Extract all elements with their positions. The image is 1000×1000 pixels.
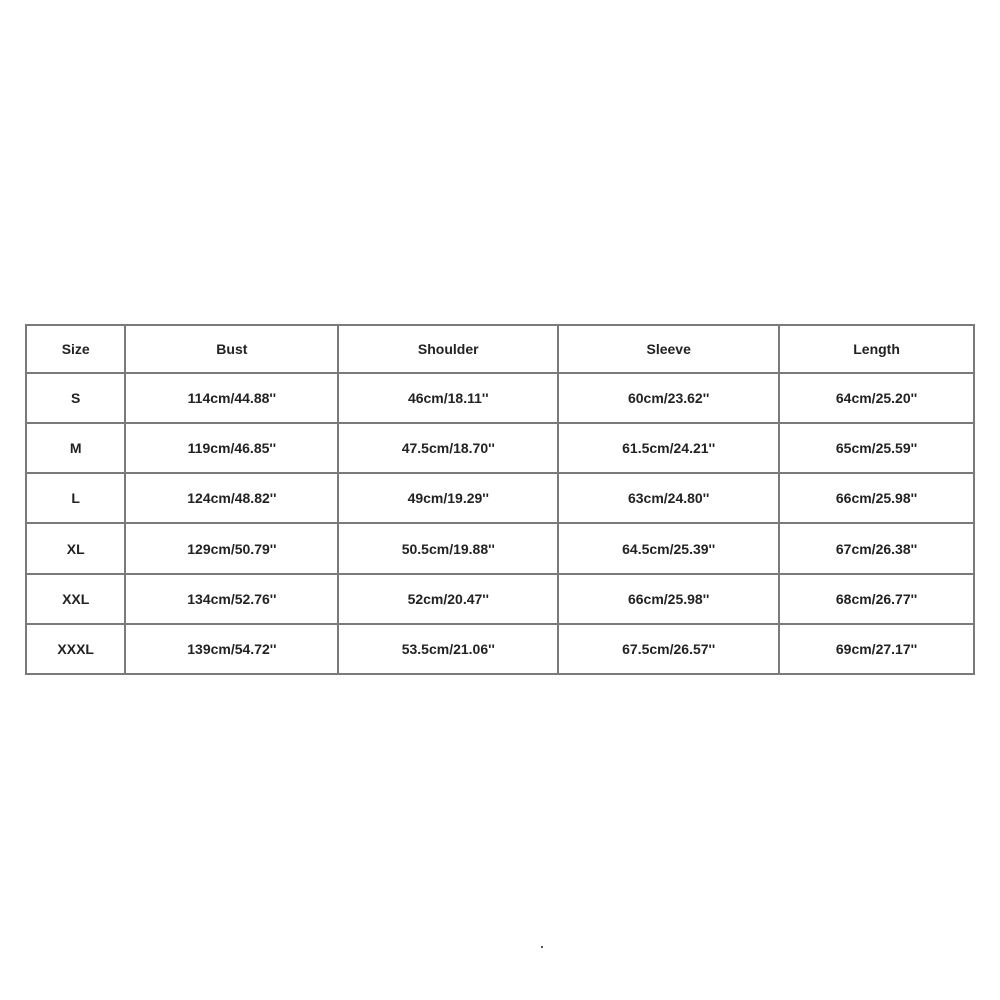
shoulder-cell: 46cm/18.11'' [338, 373, 558, 423]
header-length: Length [779, 325, 974, 373]
size-chart-table [25, 324, 975, 675]
table-row [26, 624, 974, 674]
bust-cell: 134cm/52.76'' [125, 574, 338, 624]
header-sleeve: Sleeve [558, 325, 779, 373]
sleeve-cell: 67.5cm/26.57'' [558, 624, 779, 674]
stray-dot [541, 946, 543, 948]
length-cell: 66cm/25.98'' [779, 473, 974, 523]
shoulder-cell: 49cm/19.29'' [338, 473, 558, 523]
shoulder-cell: 53.5cm/21.06'' [338, 624, 558, 674]
size-cell: S [26, 373, 125, 423]
length-cell: 68cm/26.77'' [779, 574, 974, 624]
sleeve-cell: 64.5cm/25.39'' [558, 523, 779, 573]
shoulder-cell: 50.5cm/19.88'' [338, 523, 558, 573]
table-row [26, 423, 974, 473]
bust-cell: 129cm/50.79'' [125, 523, 338, 573]
table-row [26, 574, 974, 624]
bust-cell: 139cm/54.72'' [125, 624, 338, 674]
bust-cell: 124cm/48.82'' [125, 473, 338, 523]
bust-cell: 114cm/44.88'' [125, 373, 338, 423]
bust-cell: 119cm/46.85'' [125, 423, 338, 473]
header-shoulder: Shoulder [338, 325, 558, 373]
length-cell: 64cm/25.20'' [779, 373, 974, 423]
size-cell: XXL [26, 574, 125, 624]
length-cell: 67cm/26.38'' [779, 523, 974, 573]
table-row [26, 523, 974, 573]
size-cell: M [26, 423, 125, 473]
header-size: Size [26, 325, 125, 373]
size-cell: XXXL [26, 624, 125, 674]
sleeve-cell: 63cm/24.80'' [558, 473, 779, 523]
size-cell: XL [26, 523, 125, 573]
shoulder-cell: 52cm/20.47'' [338, 574, 558, 624]
table-row [26, 473, 974, 523]
table-header-row [26, 325, 974, 373]
size-cell: L [26, 473, 125, 523]
length-cell: 69cm/27.17'' [779, 624, 974, 674]
length-cell: 65cm/25.59'' [779, 423, 974, 473]
sleeve-cell: 60cm/23.62'' [558, 373, 779, 423]
sleeve-cell: 61.5cm/24.21'' [558, 423, 779, 473]
header-bust: Bust [125, 325, 338, 373]
sleeve-cell: 66cm/25.98'' [558, 574, 779, 624]
table-row [26, 373, 974, 423]
shoulder-cell: 47.5cm/18.70'' [338, 423, 558, 473]
